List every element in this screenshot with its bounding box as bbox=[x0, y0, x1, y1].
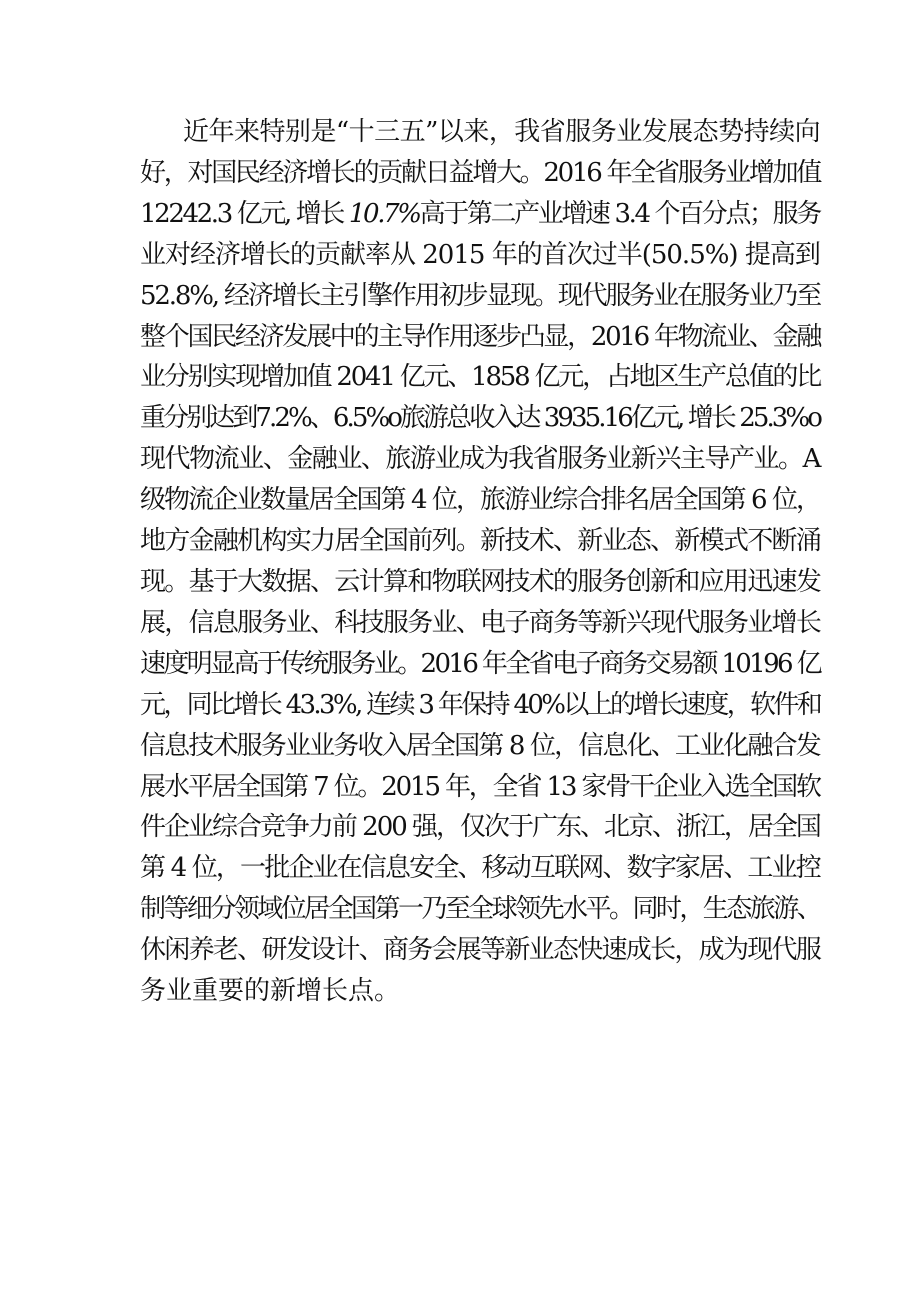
text-line: 近年来特别是“十三五”以来，我省服务业发展态势持续向 bbox=[183, 117, 821, 147]
text-line: 业分别实现增加值 2041 亿元、1858 亿元，占地区生产总值的比 bbox=[140, 362, 820, 393]
text-line: 展水平居全国第 7 位。2015 年，全省 13 家骨干企业入选全国软 bbox=[140, 771, 820, 802]
text-line: 务业重要的新增长点。 bbox=[140, 976, 401, 1007]
text-line: 地方金融机构实力居全国前列。新技术、新业态、新模式不断涌 bbox=[140, 526, 821, 557]
text-segment: 12242.3 亿元, 增长 bbox=[140, 198, 349, 229]
text-line bbox=[140, 194, 820, 235]
text-segment: 高于第二产业增速 3.4 个百分点；服务 bbox=[419, 198, 820, 229]
text-line: 速度明显高于传统服务业。2016 年全省电子商务交易额 10196 亿 bbox=[140, 648, 820, 679]
italic-growth-figure: 10.7% bbox=[348, 198, 420, 229]
text-line: 第 4 位，一批企业在信息安全、移动互联网、数字家居、工业控 bbox=[140, 853, 820, 884]
text-line: 休闲养老、研发设计、商务会展等新业态快速成长，成为现代服 bbox=[140, 935, 821, 966]
text-line: 现。基于大数据、云计算和物联网技术的服务创新和应用迅速发 bbox=[140, 566, 821, 597]
text-line: 重分别达到7.2%、6.5%o旅游总收入达 3935.16亿元, 增长 25.3%o bbox=[140, 403, 820, 434]
text-line: 展，信息服务业、科技服务业、电子商务等新兴现代服务业增长 bbox=[140, 607, 821, 638]
text-line: 信息技术服务业业务收入居全国第 8 位，信息化、工业化融合发 bbox=[140, 730, 820, 761]
text-line: 业对经济增长的贡献率从 2015 年的首次过半(50.5%) 提高到 bbox=[140, 239, 820, 270]
text-line: 好，对国民经济增长的贡献日益增大。2016 年全省服务业增加值 bbox=[140, 157, 821, 188]
text-line: 现代物流业、金融业、旅游业成为我省服务业新兴主导产业。A bbox=[140, 444, 820, 475]
text-line: 制等细分领域位居全国第一乃至全球领先水平。同时，生态旅游、 bbox=[140, 894, 821, 925]
text-line: 件企业综合竞争力前 200 强，仅次于广东、北京、浙江，居全国 bbox=[140, 812, 820, 843]
text-line: 元，同比增长 43.3%, 连续 3 年保持 40%以上的增长速度，软件和 bbox=[140, 689, 821, 720]
text-line: 整个国民经济发展中的主导作用逐步凸显，2016 年物流业、金融 bbox=[140, 321, 821, 352]
text-line: 级物流企业数量居全国第 4 位，旅游业综合排名居全国第 6 位， bbox=[140, 485, 821, 516]
text-line: 52.8%, 经济增长主引擎作用初步显现。现代服务业在服务业乃至 bbox=[140, 280, 821, 311]
body-paragraph bbox=[140, 112, 820, 1012]
